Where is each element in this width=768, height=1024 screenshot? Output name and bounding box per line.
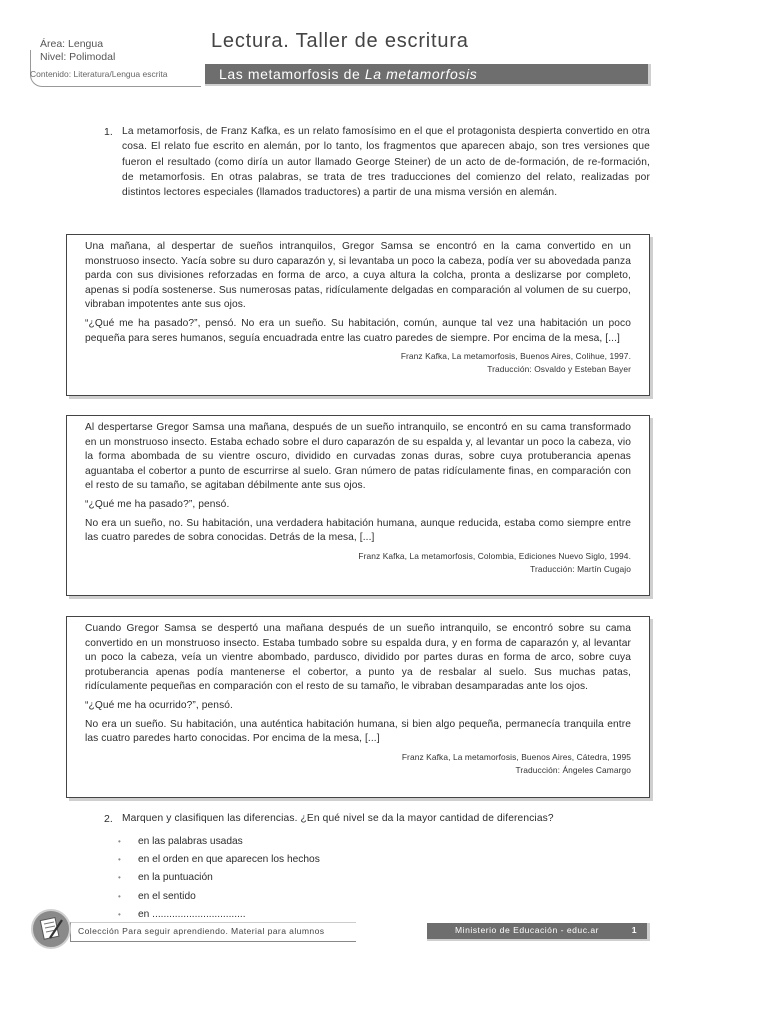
list-item-text: en ................................. bbox=[138, 908, 246, 920]
bullet-icon: • bbox=[118, 855, 121, 865]
bullet-icon: • bbox=[118, 891, 121, 901]
footer-ministry-bar bbox=[427, 923, 650, 941]
translation-3-translator: Traducción: Ángeles Camargo bbox=[515, 764, 631, 775]
footer-collection-bar bbox=[70, 922, 356, 942]
translation-2-paragraph-3: No era un sueño, no. Su habitación, una verdadera habitación humana, aunque reducida, estaba como siempre entre las cuatro paredes de sobra conocidas. Detrás de la mesa, [...] bbox=[85, 517, 631, 544]
item-2-number: 2. bbox=[104, 813, 113, 825]
item-1-number: 1. bbox=[104, 126, 113, 138]
bullet-icon: • bbox=[118, 909, 121, 919]
subtitle-bar bbox=[205, 64, 651, 86]
bullet-icon: • bbox=[118, 873, 121, 883]
page-title: Lectura. Taller de escritura bbox=[211, 30, 469, 52]
translation-2-translator: Traducción: Martín Cugajo bbox=[530, 563, 631, 574]
list-item-text: en el sentido bbox=[138, 890, 196, 902]
page-number: 1 bbox=[631, 925, 637, 935]
list-item-text: en las palabras usadas bbox=[138, 836, 243, 847]
item-2-bullet-list bbox=[118, 833, 320, 924]
translation-3-paragraph-3: No era un sueño. Su habitación, una auténtica habitación humana, si bien algo pequeña, permanecía tranquila entre las cuatro paredes harto conocidas. Por encima de la mesa, [...] bbox=[85, 718, 631, 745]
translation-2-paragraph-1: Al despertarse Gregor Samsa una mañana, después de un sueño intranquilo, se encontró en su cama transformado en un monstruoso insecto. Estaba echado sobre el duro caparazón de su espalda y, al levantar un poco la cabeza, vio la forma abombada de su vientre oscuro, dividido en curvadas zonas duras, sobre cuya protuberancia apenas aguantaba el cobertor a punto de escurrirse al suelo. Gran número de patas ridículamente finas, en comparación con el resto de su tamaño, se agitaban débilmente ante sus ojos. bbox=[85, 422, 631, 492]
translation-1-translator: Traducción: Osvaldo y Esteban Bayer bbox=[487, 364, 631, 375]
pencil-paper-icon bbox=[30, 908, 72, 950]
content-label: Contenido: Literatura/Lengua escrita bbox=[30, 69, 168, 79]
translation-2-paragraph-2: “¿Qué me ha pasado?”, pensó. bbox=[85, 498, 230, 510]
footer-collection: Colección Para seguir aprendiendo. Material para alumnos bbox=[78, 926, 325, 936]
list-item bbox=[118, 869, 320, 887]
list-item bbox=[118, 888, 320, 906]
translation-1-source: Franz Kafka, La metamorfosis, Buenos Aires, Colihue, 1997. bbox=[400, 351, 631, 362]
footer-ministry: Ministerio de Educación - educ.ar bbox=[455, 925, 600, 935]
subtitle bbox=[219, 66, 477, 82]
subtitle-italic: La metamorfosis bbox=[364, 66, 478, 82]
bullet-icon: • bbox=[118, 837, 121, 846]
subtitle-prefix: Las metamorfosis de bbox=[219, 66, 365, 82]
item-1-text: La metamorfosis, de Franz Kafka, es un relato famosísimo en el que el protagonista despierta convertido en otra cosa. El relato fue escrito en alemán, por lo tanto, los fragmentos que aparecen abajo, son tres versiones que fueron el resultado (como diría un autor llamado George Steiner) de un acto de de-formación, de re-formación, de metamorfosis. En otras palabras, se trata de tres traducciones del comienzo del relato, realizadas por distintos lectores especiales (llamados traductores) a partir de una misma versión en alemán. bbox=[122, 126, 650, 199]
list-item-text: en el orden en que aparecen los hechos bbox=[138, 854, 320, 866]
translation-box-1 bbox=[66, 234, 650, 396]
translation-3-paragraph-1: Cuando Gregor Samsa se despertó una mañana después de un sueño intranquilo, se encontró sobre su cama convertido en un monstruoso insecto. Estaba tumbado sobre su espalda dura, y en forma de caparazón y, al levantar un poco la cabeza, veía un vientre abombado, pardusco, dividido por partes duras en forma de arco, sobre cuya protuberancia apenas podía mantenerse el cobertor, a punto ya de resbalar al suelo. Sus muchas patas, ridículamente pequeñas en comparación con el resto de su tamaño, le vibraban desamparadas ante los ojos. bbox=[85, 623, 631, 693]
item-2-text: Marquen y clasifiquen las diferencias. ¿En qué nivel se da la mayor cantidad de diferencias? bbox=[122, 813, 554, 824]
translation-2-source: Franz Kafka, La metamorfosis, Colombia, Ediciones Nuevo Siglo, 1994. bbox=[358, 550, 631, 561]
area-label: Área: Lengua bbox=[40, 38, 104, 50]
list-item bbox=[118, 833, 320, 851]
translation-box-2 bbox=[66, 415, 650, 596]
translation-3-paragraph-2: “¿Qué me ha ocurrido?”, pensó. bbox=[85, 699, 233, 711]
translation-box-3 bbox=[66, 616, 650, 798]
translation-1-paragraph-2: “¿Qué me ha pasado?”, pensó. No era un sueño. Su habitación, común, aunque tal vez una habitación un poco pequeña para seres humanos, seguía encuadrada entre las cuatro paredes de siempre. Por encima de la mesa, [...] bbox=[85, 317, 631, 344]
list-item-text: en la puntuación bbox=[138, 872, 213, 884]
level-label: Nivel: Polimodal bbox=[40, 51, 116, 63]
list-item bbox=[118, 851, 320, 869]
translation-1-paragraph-1: Una mañana, al despertar de sueños intranquilos, Gregor Samsa se encontró en la cama convertido en un monstruoso insecto. Yacía sobre su duro caparazón y, si levantaba un poco la cabeza, podía ver su abovedada panza parda con sus divisiones reforzadas en forma de arco, a cuya altura la colcha, pronta a deslizarse por completo, apenas si podía sostenerse. Sus numerosas patas, ridículamente delgadas en comparación al volumen de su cuerpo, vibraban impotentes ante sus ojos. bbox=[85, 241, 631, 311]
translation-3-source: Franz Kafka, La metamorfosis, Buenos Aires, Cátedra, 1995 bbox=[401, 751, 631, 762]
